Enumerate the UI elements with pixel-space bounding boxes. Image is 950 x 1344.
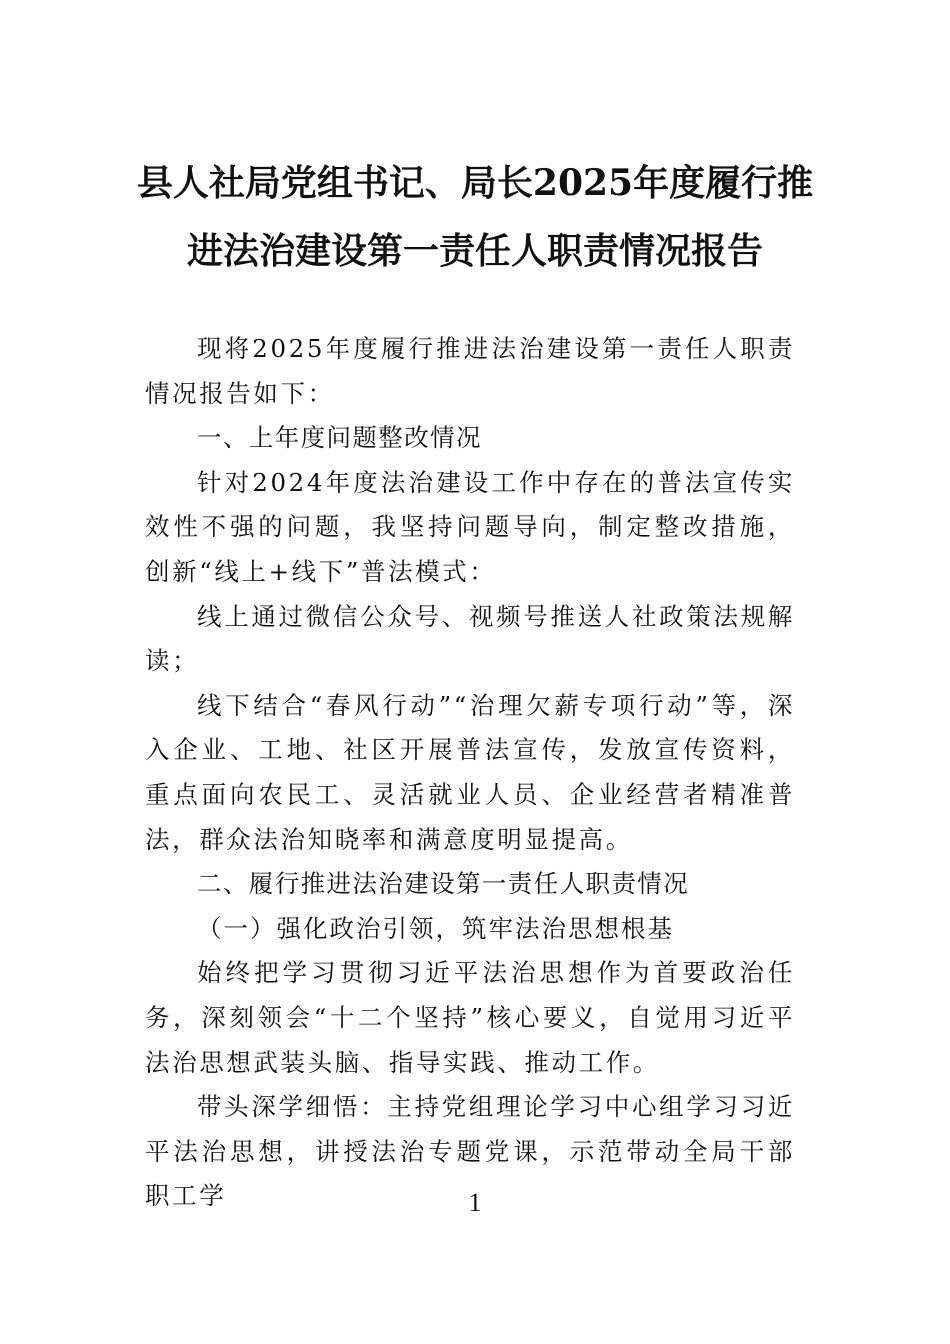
document-title-line-2: 进法治建设第一责任人职责情况报告: [186, 230, 763, 272]
section-heading-2: 二、履行推进法治建设第一责任人职责情况: [197, 869, 690, 899]
body-paragraph: 始终把学习贯彻习近平法治思想作为首要政治任务，深刻领会“十二个坚持”核心要义，自觉用习近平法治思想武装头脑、指导实践、推动工作。: [145, 958, 795, 1077]
subsection-heading-1: （一）强化政治引领，筑牢法治思想根基: [197, 913, 674, 943]
body-paragraph-intro: 现将2025年度履行推进法治建设第一责任人职责情况报告如下：: [145, 334, 795, 408]
page-number: 1: [468, 1188, 482, 1217]
body-paragraph: 带头深学细悟：主持党组理论学习中心组学习习近平法治思想，讲授法治专题党课，示范带动全局干部职工学: [145, 1092, 795, 1211]
section-heading-1: 一、上年度问题整改情况: [197, 423, 482, 453]
body-paragraph: 线上通过微信公众号、视频号推送人社政策法规解读；: [145, 601, 795, 676]
body-paragraph: 针对2024年度法治建设工作中存在的普法宣传实效性不强的问题，我坚持问题导向，制定整改措施，创新“线上+线下”普法模式：: [145, 467, 795, 586]
document-body: [145, 327, 795, 1219]
document-title-line-1: 县人社局党组书记、局长2025年度履行推: [136, 162, 814, 204]
body-paragraph: 线下结合“春风行动”“治理欠薪专项行动”等，深入企业、工地、社区开展普法宣传，发放宣传资料，重点面向农民工、灵活就业人员、企业经营者精准普法，群众法治知晓率和满意度明显提高。: [145, 690, 795, 854]
